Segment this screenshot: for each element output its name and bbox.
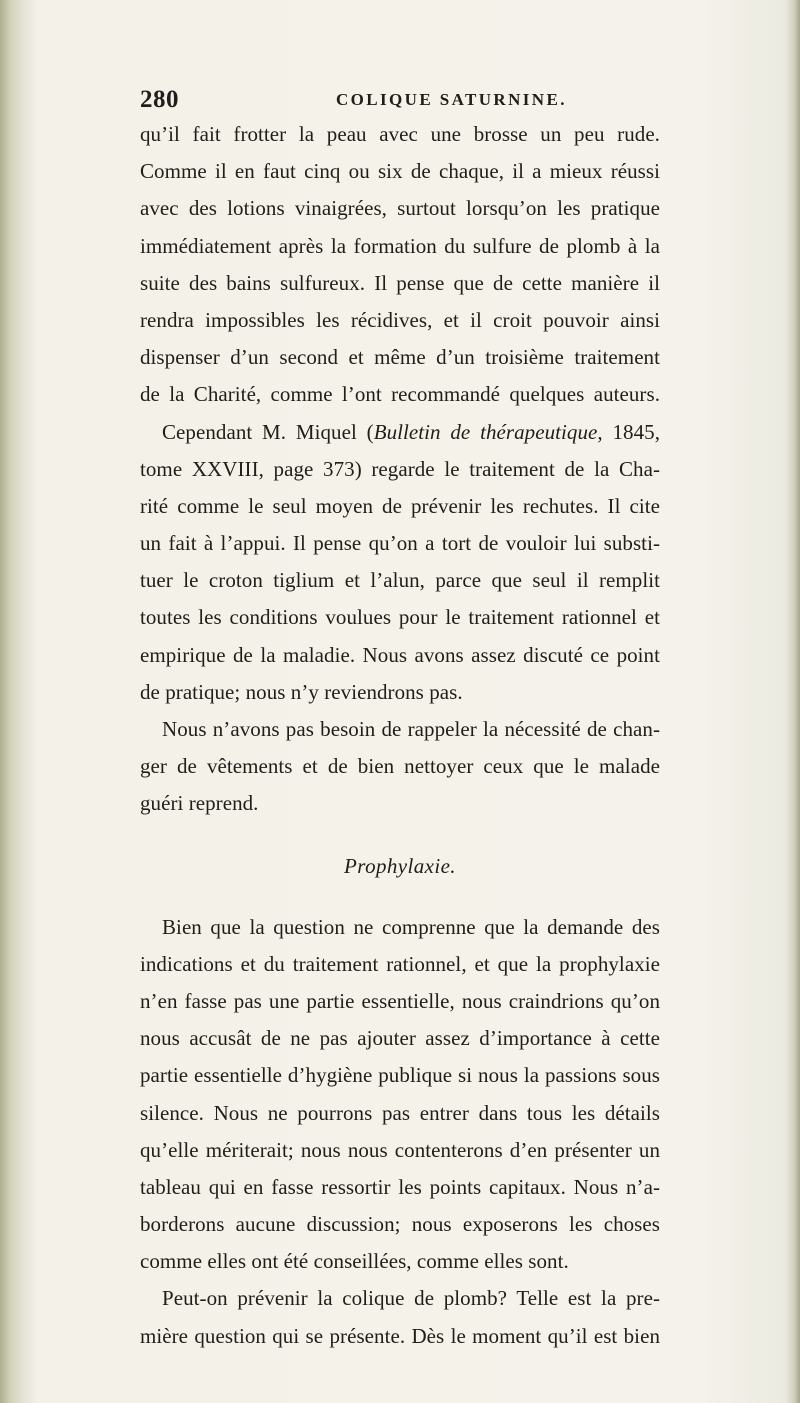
text-line: qu’elle mériterait; nous nous contenterons d’en présenter un: [140, 1137, 660, 1162]
text-line: Peut-on prévenir la colique de plomb? Telle est la pre-: [162, 1286, 660, 1311]
text-line: nous accusât de ne pas ajouter assez d’importance à cette: [140, 1026, 660, 1051]
text-run: Cependant M. Miquel (: [162, 419, 374, 444]
text-line: Bien que la question ne comprenne que la demande des: [162, 914, 660, 939]
page-number: 280: [140, 86, 179, 113]
page-right-edge: [786, 0, 800, 1403]
text-line: Nous n’avons pas besoin de rappeler la nécessité de chan-: [162, 717, 660, 741]
text-line: un fait à l’appui. Il pense qu’on a tort de vouloir lui substi-: [140, 531, 660, 556]
journal-title: Bulletin de thérapeutique: [373, 419, 598, 444]
text-line: borderons aucune discussion; nous exposerons les choses: [140, 1212, 660, 1237]
paragraph-5: [140, 1280, 660, 1354]
text-line: de pratique; nous n’y reviendrons pas.: [140, 679, 463, 704]
text-line: tableau qui en fasse ressortir les points capitaux. Nous n’a-: [140, 1174, 660, 1199]
text-block: [140, 116, 660, 1355]
text-line: immédiatement après la formation du sulfure de plomb à la: [140, 233, 660, 258]
text-line: rité comme le seul moyen de prévenir les rechutes. Il cite: [140, 493, 660, 518]
text-line: mière question qui se présente. Dès le moment qu’il est bien: [140, 1323, 660, 1348]
text-line: suite des bains sulfureux. Il pense que de cette manière il: [140, 270, 660, 295]
text-line: partie essentielle d’hygiène publique si nous la passions sous: [140, 1063, 660, 1088]
running-head: [140, 86, 660, 120]
text-line: tuer le croton tiglium et l’alun, parce que seul il remplit: [140, 568, 660, 593]
text-line: guéri reprend.: [140, 791, 259, 816]
text-line: de la Charité, comme l’ont recommandé quelques auteurs.: [140, 382, 660, 407]
text-line: [140, 414, 660, 451]
paragraph-2: [140, 414, 660, 712]
text-line: dispenser d’un second et même d’un troisième traitement: [140, 345, 660, 370]
paragraph-1: [140, 116, 660, 414]
text-line: qu’il fait frotter la peau avec une brosse un peu rude.: [140, 122, 660, 146]
text-line: Comme il en faut cinq ou six de chaque, il a mieux réussi: [140, 159, 660, 184]
text-line: tome XXVIII, page 373) regarde le traitement de la Cha-: [140, 456, 660, 481]
paragraph-4: [140, 909, 660, 1281]
text-line: toutes les conditions voulues pour le traitement rationnel et: [140, 605, 660, 630]
paragraph-3: [140, 711, 660, 823]
text-line: rendra impossibles les récidives, et il croit pouvoir ainsi: [140, 307, 660, 332]
text-run: , 1845,: [597, 419, 660, 444]
running-title: COLIQUE SATURNINE.: [336, 90, 567, 109]
text-line: silence. Nous ne pourrons pas entrer dans tous les détails: [140, 1100, 660, 1125]
text-line: empirique de la maladie. Nous avons assez discuté ce point: [140, 642, 660, 667]
text-line: avec des lotions vinaigrées, surtout lorsqu’on les pratique: [140, 196, 660, 221]
text-line: n’en fasse pas une partie essentielle, nous craindrions qu’on: [140, 988, 660, 1013]
text-line: ger de vêtements et de bien nettoyer ceux que le malade: [140, 754, 660, 779]
text-line: indications et du traitement rationnel, et que la prophylaxie: [140, 951, 660, 976]
section-heading: Prophylaxie.: [344, 853, 456, 878]
page-left-edge: [0, 0, 36, 1403]
text-line: comme elles ont été conseillées, comme elles sont.: [140, 1249, 569, 1274]
